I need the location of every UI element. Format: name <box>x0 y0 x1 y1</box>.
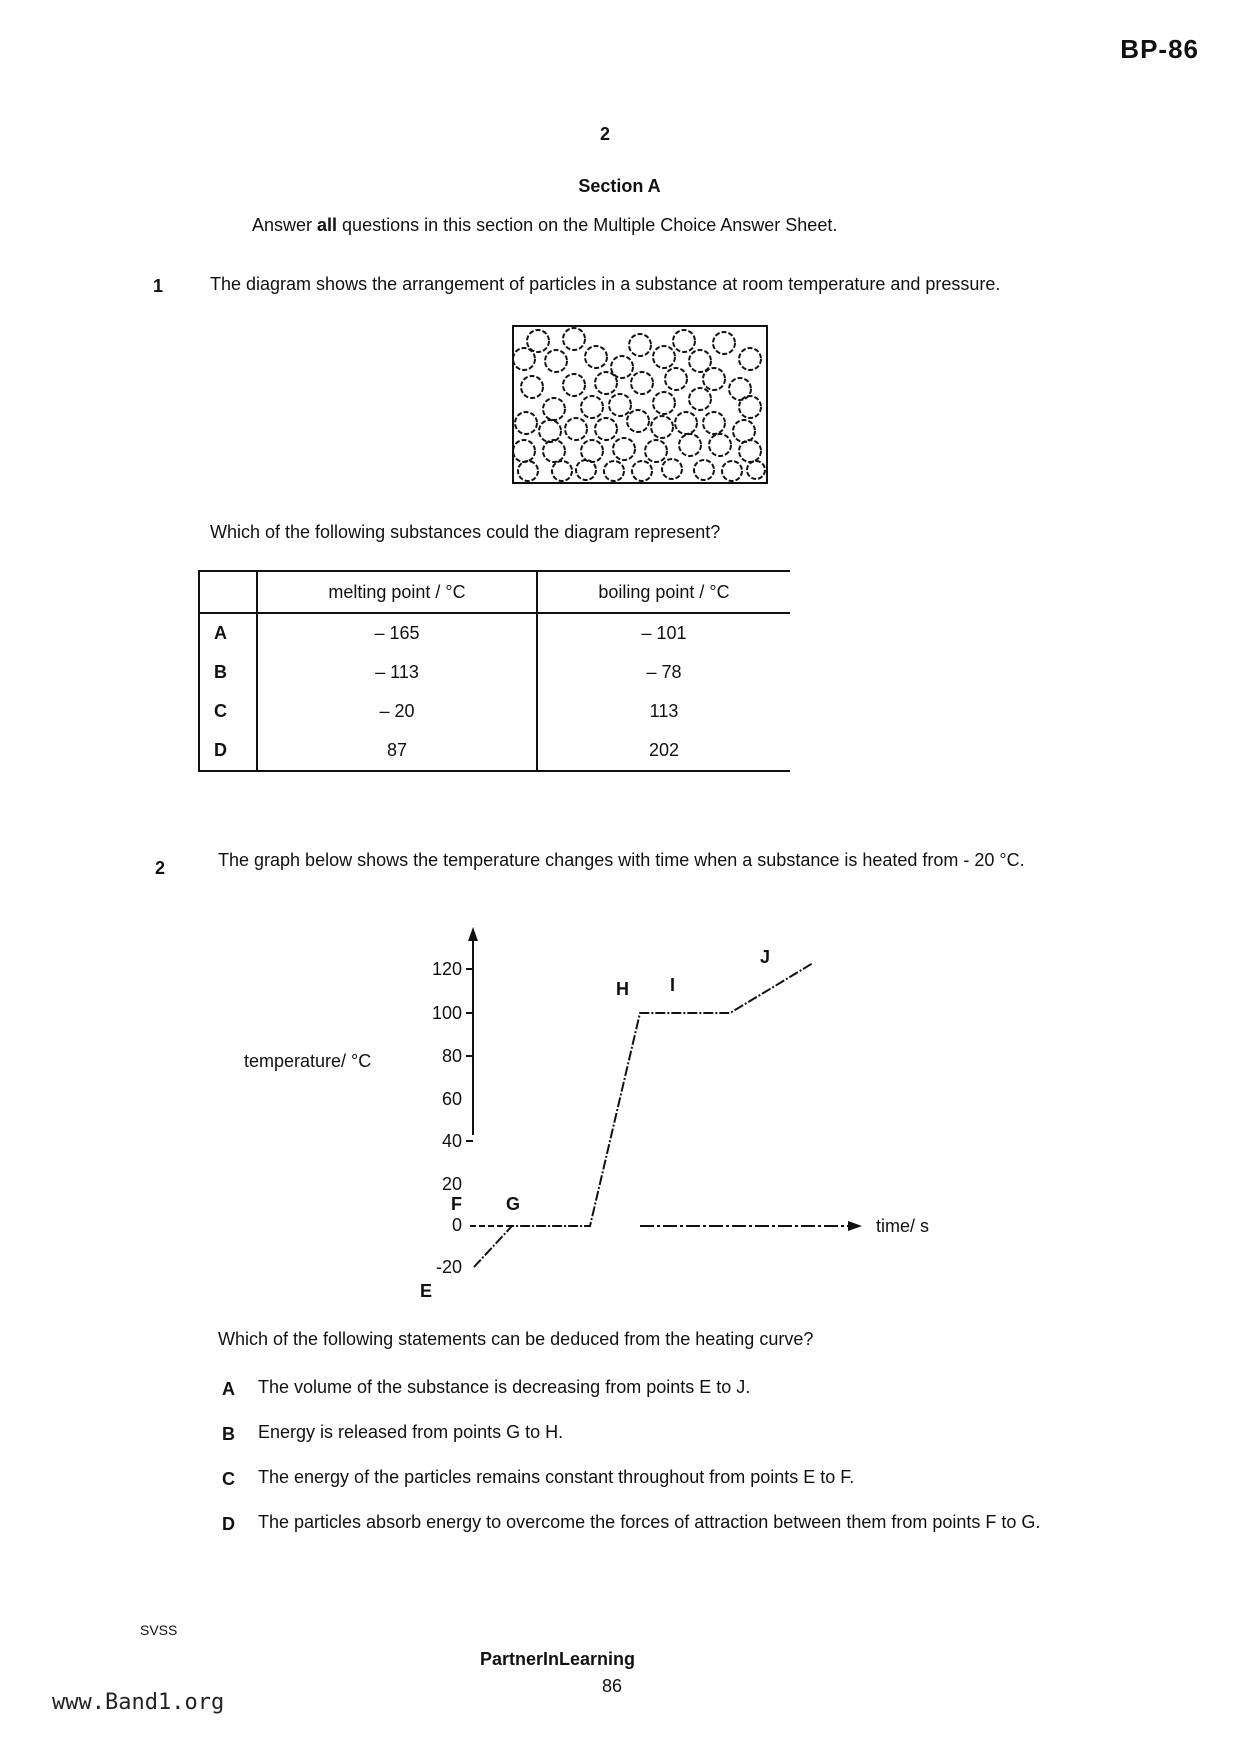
y-tick-40: 40 <box>441 1131 462 1151</box>
point-label-g: G <box>506 1194 521 1214</box>
boiling-point-value: 113 <box>649 701 679 721</box>
y-axis-arrow-icon <box>468 927 478 941</box>
option-letter: D <box>199 731 257 771</box>
table-row <box>199 731 790 771</box>
instruction-prefix: Answer <box>252 215 318 235</box>
table-header-melting-point: melting point / °C <box>257 571 537 613</box>
x-axis-label: time/ s <box>876 1216 930 1236</box>
table-row <box>199 692 790 731</box>
heating-curve-chart <box>230 925 990 1315</box>
school-code: SVSS <box>140 1622 178 1638</box>
option-b-letter: B <box>222 1424 235 1444</box>
y-tick-60: 60 <box>441 1089 462 1109</box>
option-a-letter: A <box>222 1379 235 1399</box>
point-label-j: J <box>760 947 771 967</box>
melting-point-value: 87 <box>257 731 537 771</box>
question-2-number: 2 <box>155 858 166 878</box>
option-d-letter: D <box>222 1514 235 1534</box>
instruction-bold: all <box>317 215 338 235</box>
publisher-name: PartnerInLearning <box>480 1649 636 1669</box>
melting-point-value: – 113 <box>257 653 537 692</box>
book-page-number: 86 <box>602 1676 623 1696</box>
option-c-letter: C <box>222 1469 235 1489</box>
option-d-text: The particles absorb energy to overcome the forces of attraction between them from points F to G. <box>258 1512 1041 1532</box>
question-2-text: The graph below shows the temperature changes with time when a substance is heated from - 20 °C. <box>218 850 1025 870</box>
section-instruction <box>252 215 837 236</box>
boiling-point-value: – 78 <box>646 662 682 682</box>
particles-svg <box>514 327 766 482</box>
y-tick-100: 100 <box>431 1003 462 1023</box>
y-tick-80: 80 <box>441 1046 462 1066</box>
y-axis-label: temperature/ °C <box>244 1051 372 1071</box>
table-header-blank <box>199 571 257 613</box>
melting-boiling-table <box>198 570 790 772</box>
page-number: 2 <box>600 124 611 144</box>
table-row <box>199 613 790 653</box>
option-letter: A <box>199 613 257 653</box>
boiling-point-value: 202 <box>648 740 680 760</box>
option-b-text: Energy is released from points G to H. <box>258 1422 564 1442</box>
question-1-text: The diagram shows the arrangement of particles in a substance at room temperature and pressure. <box>210 274 1001 294</box>
instruction-suffix: questions in this section on the Multiple Choice Answer Sheet. <box>337 215 838 235</box>
y-tick-120: 120 <box>431 959 462 979</box>
y-tick-0: 0 <box>451 1215 462 1235</box>
paper-code: BP-86 <box>1120 34 1199 64</box>
question-2-prompt: Which of the following statements can be deduced from the heating curve? <box>218 1329 814 1349</box>
point-label-f: F <box>451 1194 462 1214</box>
heating-curve-svg <box>230 925 990 1315</box>
y-tick-20: 20 <box>441 1174 462 1194</box>
heating-curve-line <box>474 963 813 1267</box>
x-axis-arrow-icon <box>848 1221 862 1231</box>
question-1-prompt: Which of the following substances could the diagram represent? <box>210 522 721 542</box>
y-tick-minus20: -20 <box>435 1257 462 1277</box>
point-label-h: H <box>616 979 629 999</box>
option-c-text: The energy of the particles remains constant throughout from points E to F. <box>258 1467 855 1487</box>
table-row <box>199 653 790 692</box>
question-1-number: 1 <box>153 276 164 296</box>
point-label-e: E <box>420 1281 433 1301</box>
melting-point-value: – 20 <box>257 692 537 731</box>
boiling-point-value: – 101 <box>641 623 687 643</box>
point-label-i: I <box>670 975 676 995</box>
table-header-boiling-point: boiling point / °C <box>598 581 730 602</box>
option-letter: C <box>199 692 257 731</box>
option-a-text: The volume of the substance is decreasing from points E to J. <box>258 1377 751 1397</box>
watermark-url: www.Band1.org <box>52 1690 225 1715</box>
option-letter: B <box>199 653 257 692</box>
table-header-row <box>199 571 790 613</box>
melting-point-value: – 165 <box>257 613 537 653</box>
section-title: Section A <box>578 176 661 196</box>
particle-arrangement-diagram <box>512 325 768 484</box>
